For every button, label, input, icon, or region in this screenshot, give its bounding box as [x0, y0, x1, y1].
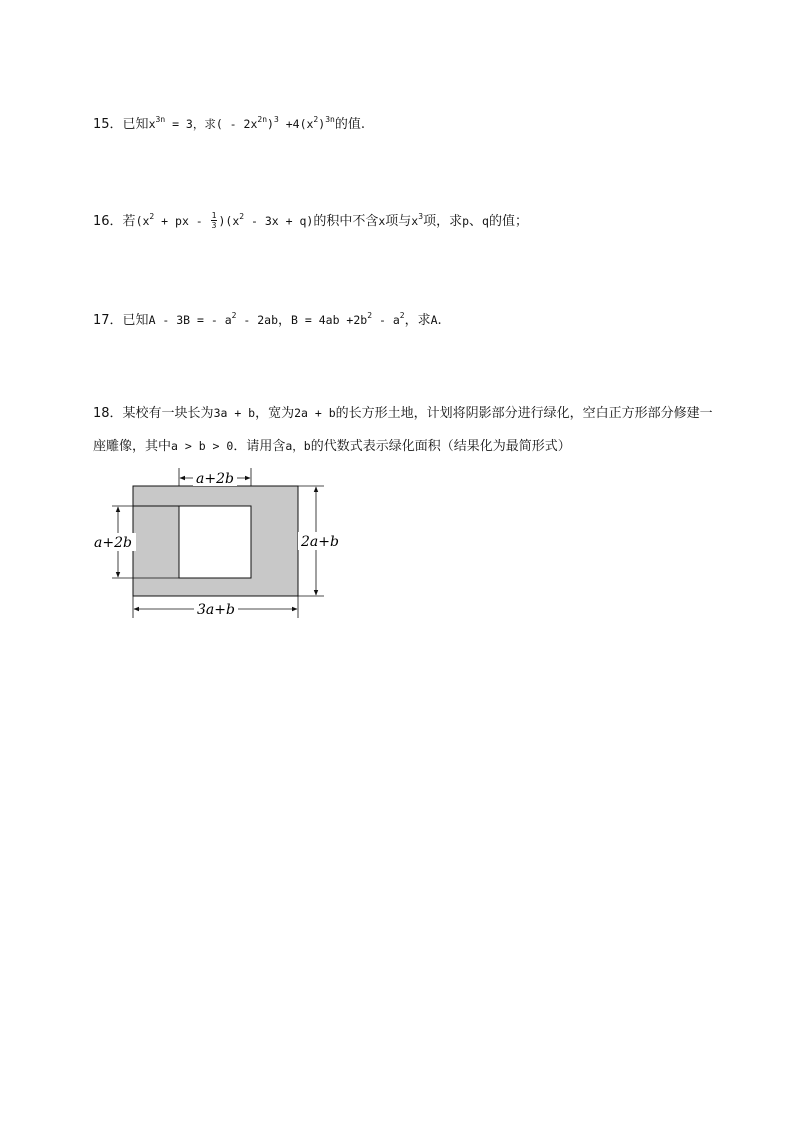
- top-dimension-label: a+2b: [196, 471, 234, 487]
- problem-number: 15．: [93, 117, 123, 132]
- problem-18: 18．某校有一块长为3a + b，宽为2a + b的长方形土地，计划将阴影部分进行绿化，空白正方形部分修建一座雕像，其中a > b > 0．请用含a，b的代数式表示绿化面积（结果化为最简形式）: [93, 406, 713, 454]
- left-dimension-label: a+2b: [94, 535, 132, 551]
- problem-15: 15．已知$x^{3n} = 3$，求( - $2x^{2n})^3 +4(x^2)^{3n}$的值.: [93, 115, 365, 132]
- problem-17: 17．已知A - 3B = - $a^2 - 2ab$，$B = 4ab +2b^2 - a^2$，求A.: [93, 311, 442, 328]
- statue-square: [179, 506, 251, 578]
- problem-number: 18．: [93, 406, 123, 421]
- fraction-one-third: $\frac{1}{3}$: [211, 211, 217, 230]
- right-dimension-label: 2a+b: [301, 534, 339, 550]
- problem-number: 16．: [93, 214, 123, 229]
- land-diagram: [90, 466, 350, 626]
- bottom-dimension-label: 3a+b: [197, 602, 235, 618]
- problem-16: 16．若($x^2$ + px - $\frac{1}{3}$ )$(x^2 - 3x + q)$的积中不含x项与$x^3$项，求p、q的值；: [93, 211, 528, 230]
- problem-number: 17．: [93, 313, 123, 328]
